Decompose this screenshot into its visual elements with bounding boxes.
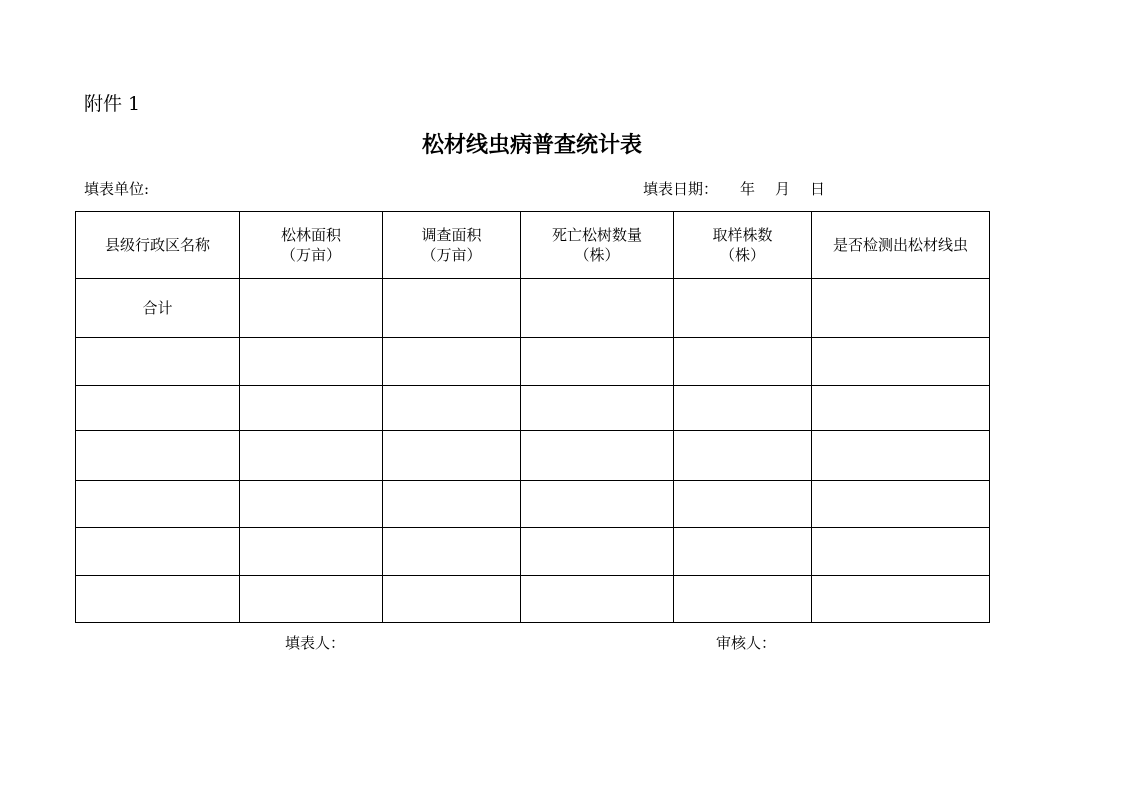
fill-unit-label: 填表单位: [84,180,150,198]
table-cell[interactable] [240,279,383,338]
page-title: 松材线虫病普查统计表 [421,133,642,158]
fill-date-day: 日 [810,180,826,198]
table-cell[interactable] [76,528,240,576]
header-pine-forest-area-line1: 松林面积 [280,226,341,244]
table-row-total [76,279,990,338]
header-survey-area-unit: （万亩） [421,246,482,264]
fill-date-month: 月 [775,180,791,198]
header-survey-area-line1: 调查面积 [421,226,482,244]
header-nematode-detected-line1: 是否检测出松材线虫 [832,236,968,254]
table-cell[interactable] [240,481,383,528]
table-cell[interactable] [76,431,240,481]
table-cell[interactable] [76,338,240,386]
header-sample-count-line1: 取样株数 [712,226,773,244]
header-dead-pine-count [521,212,674,279]
table-cell[interactable] [521,528,674,576]
header-sample-count [674,212,812,279]
fill-date-year: 年 [740,180,756,198]
header-pine-forest-area [240,212,383,279]
header-county-name [76,212,240,279]
table-cell[interactable] [240,431,383,481]
table-cell[interactable] [383,431,521,481]
table-cell[interactable] [674,338,812,386]
fill-date [643,179,825,199]
table-row [76,338,990,386]
header-sample-count-unit: （株） [719,246,765,264]
table-cell[interactable]: 合计 [76,279,240,338]
table-cell[interactable] [812,431,990,481]
table-cell[interactable] [521,431,674,481]
table-cell[interactable] [521,576,674,623]
table-row [76,576,990,623]
table-cell[interactable] [383,279,521,338]
reviewer-label: 审核人： [716,634,777,652]
table-cell[interactable] [674,576,812,623]
table-row [76,431,990,481]
table-row [76,481,990,528]
table-header-row [76,212,990,279]
table-cell[interactable] [240,338,383,386]
table-cell[interactable] [76,481,240,528]
table-cell[interactable] [240,528,383,576]
table-cell[interactable] [674,481,812,528]
table-cell[interactable] [76,386,240,431]
table-cell[interactable] [240,386,383,431]
header-pine-forest-area-unit: （万亩） [280,246,341,264]
table-cell[interactable] [812,279,990,338]
table-cell[interactable] [674,386,812,431]
filler-label: 填表人： [285,634,346,652]
header-dead-pine-count-unit: （株） [574,246,620,264]
header-county-name-line1: 县级行政区名称 [104,236,210,254]
table-row [76,386,990,431]
table-cell[interactable] [674,431,812,481]
table-cell[interactable] [521,481,674,528]
table-cell[interactable] [521,279,674,338]
table-cell[interactable] [240,576,383,623]
header-nematode-detected [812,212,990,279]
table-cell[interactable] [812,338,990,386]
table-cell[interactable] [521,338,674,386]
table-cell[interactable] [383,528,521,576]
table-cell[interactable] [76,576,240,623]
attachment-label: 附件 1 [84,93,141,115]
table-cell[interactable] [812,576,990,623]
table-cell[interactable] [812,481,990,528]
table-cell[interactable] [383,481,521,528]
table-cell[interactable] [521,386,674,431]
table-cell[interactable] [674,279,812,338]
fill-date-label: 填表日期： [643,180,719,198]
header-dead-pine-count-line1: 死亡松树数量 [551,226,642,244]
table-cell[interactable] [383,386,521,431]
table-cell[interactable] [674,528,812,576]
table-cell[interactable] [812,528,990,576]
table-cell[interactable] [812,386,990,431]
header-survey-area [383,212,521,279]
statistics-table [75,211,990,623]
table-row [76,528,990,576]
table-cell[interactable] [383,576,521,623]
table-cell[interactable] [383,338,521,386]
